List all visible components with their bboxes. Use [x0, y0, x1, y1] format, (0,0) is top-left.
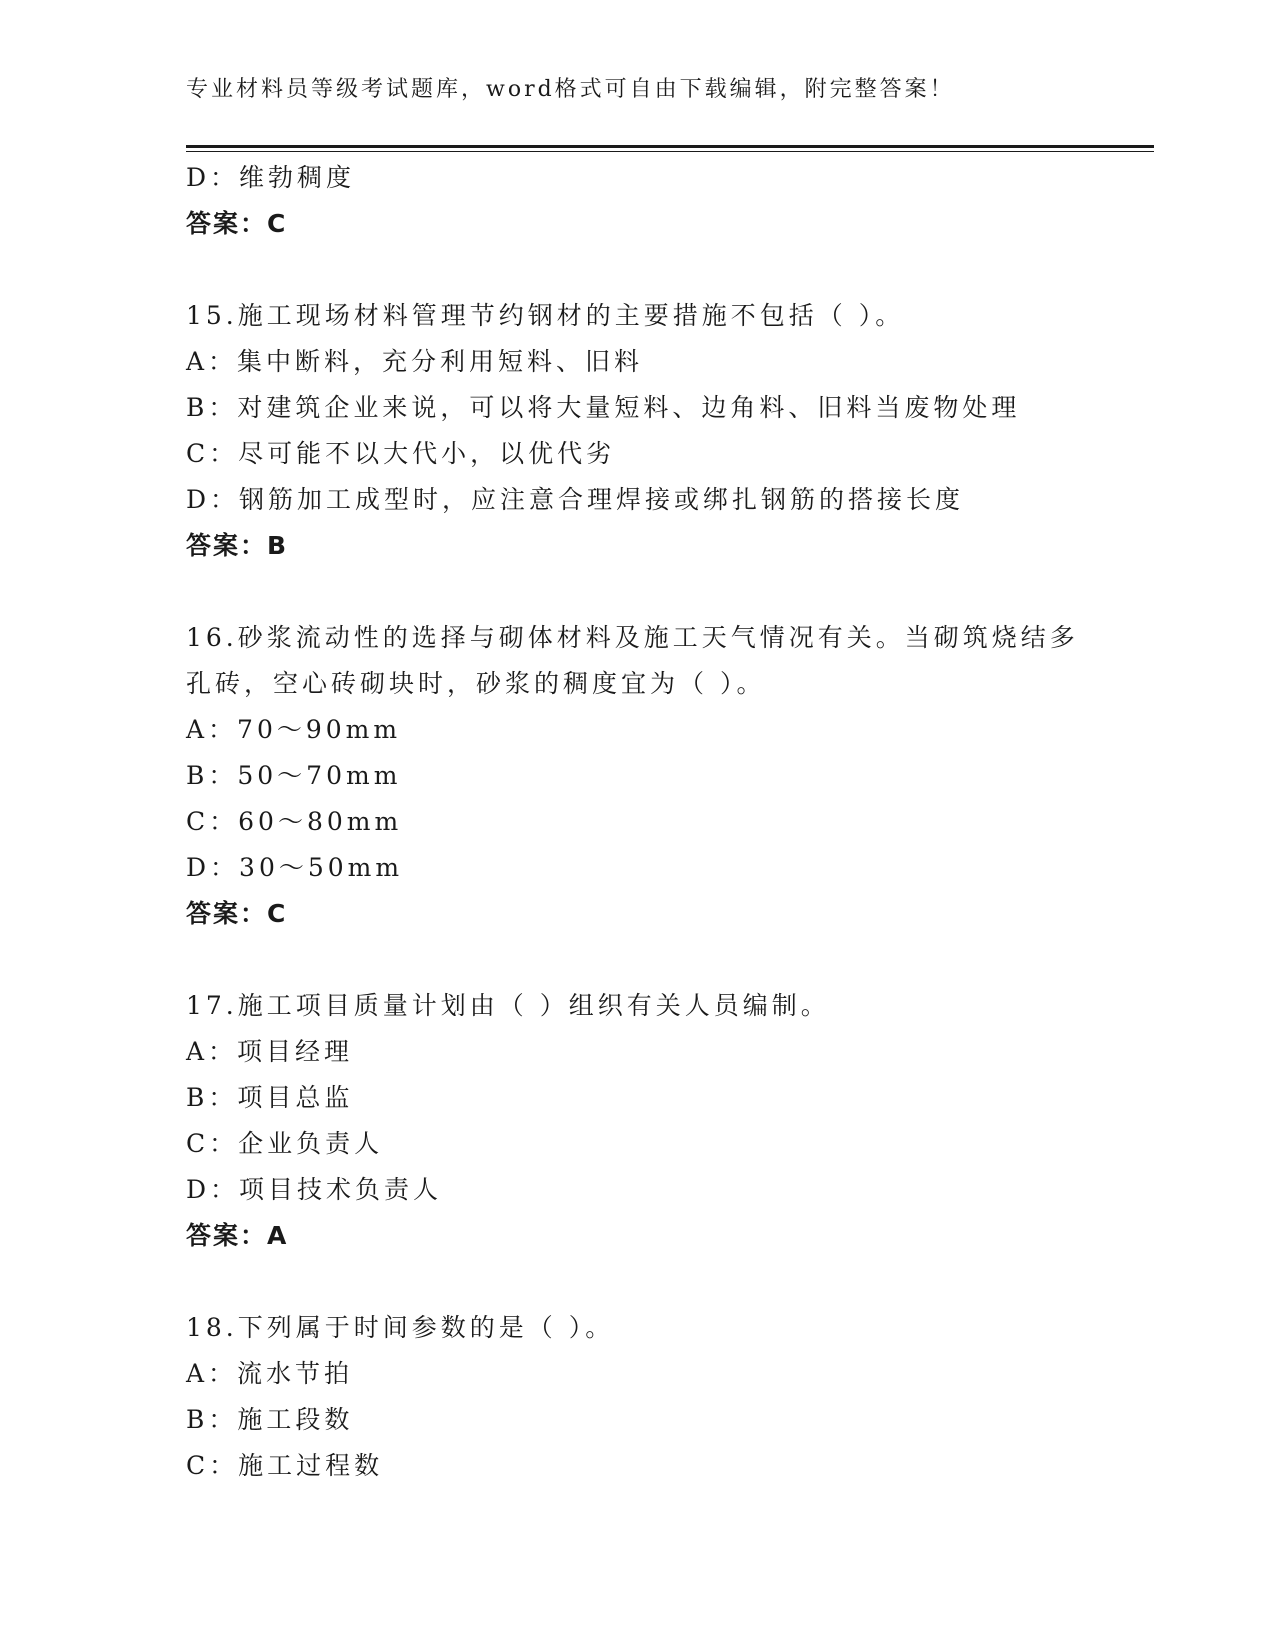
q15-stem: 15.施工现场材料管理节约钢材的主要措施不包括（ ）。 [186, 301, 905, 330]
header-rule-thick [186, 145, 1154, 148]
q18-option-c: C：施工过程数 [186, 1451, 384, 1480]
q17-option-a: A：项目经理 [186, 1037, 354, 1066]
q16-option-d: D：30～50mm [186, 853, 404, 882]
q16-option-b: B：50～70mm [186, 761, 402, 790]
q18-option-a: A：流水节拍 [186, 1359, 354, 1388]
q16-stem-line2: 孔砖，空心砖砌块时，砂浆的稠度宜为（ ）。 [186, 669, 766, 698]
question-content [186, 155, 1086, 1489]
q15-answer: 答案：B [186, 531, 289, 560]
q16-answer: 答案：C [186, 899, 288, 928]
q17-option-b: B：项目总监 [186, 1083, 354, 1112]
q17-option-c: C：企业负责人 [186, 1129, 384, 1158]
q18-stem: 18.下列属于时间参数的是（ ）。 [186, 1313, 615, 1342]
prev-answer: 答案：C [186, 209, 288, 238]
spacer [186, 247, 1086, 293]
q16-stem-line1: 16.砂浆流动性的选择与砌体材料及施工天气情况有关。当砌筑烧结多 [186, 623, 1079, 652]
q15-option-b: B：对建筑企业来说，可以将大量短料、边角料、旧料当废物处理 [186, 393, 1021, 422]
q16-option-c: C：60～80mm [186, 807, 403, 836]
q15-option-a: A：集中断料，充分利用短料、旧料 [186, 347, 644, 376]
spacer [186, 937, 1086, 983]
q17-answer: 答案：A [186, 1221, 289, 1250]
prev-option-d: D：维勃稠度 [186, 163, 356, 192]
q18-option-b: B：施工段数 [186, 1405, 354, 1434]
spacer [186, 569, 1086, 615]
page-header: 专业材料员等级考试题库，word格式可自由下载编辑，附完整答案！ [186, 77, 955, 102]
q17-option-d: D：项目技术负责人 [186, 1175, 443, 1204]
q16-option-a: A：70～90mm [186, 715, 402, 744]
q15-option-c: C：尽可能不以大代小，以优代劣 [186, 439, 616, 468]
q17-stem: 17.施工项目质量计划由（ ）组织有关人员编制。 [186, 991, 830, 1020]
q15-option-d: D：钢筋加工成型时，应注意合理焊接或绑扎钢筋的搭接长度 [186, 485, 965, 514]
header-rule-thin [186, 151, 1154, 152]
spacer [186, 1259, 1086, 1305]
